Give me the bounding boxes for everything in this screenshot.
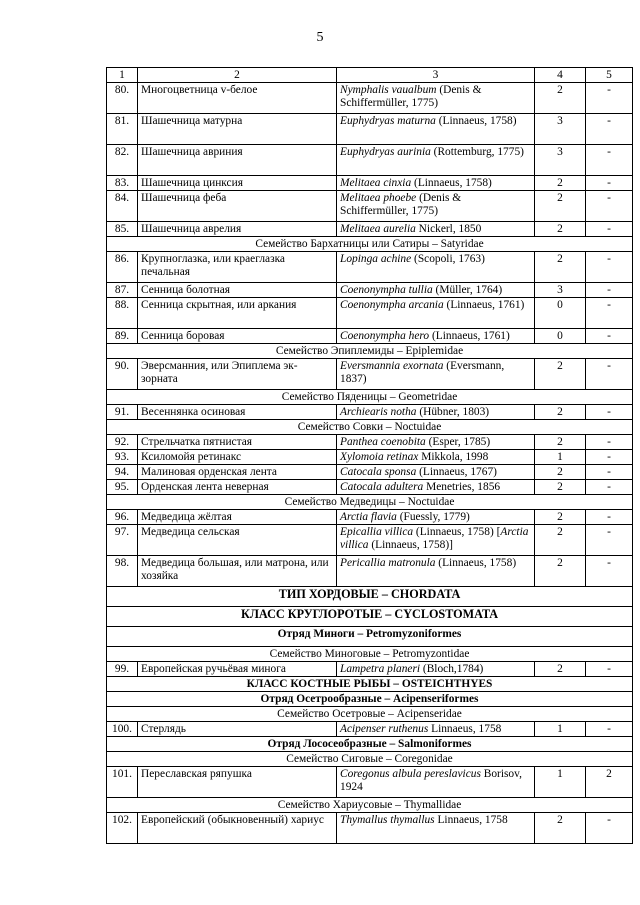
table-row (107, 329, 633, 344)
table-row (107, 480, 633, 495)
row-number: 93. (107, 450, 138, 465)
category-value: 2 (535, 813, 586, 844)
latin-authority: (Esper, 1785) (425, 436, 491, 448)
latin-name (337, 450, 535, 465)
latin-binomial: Nymphalis vaualbum (340, 84, 437, 96)
latin-name (337, 435, 535, 450)
extra-value: - (586, 191, 633, 222)
russian-name: Сенница боровая (138, 329, 337, 344)
latin-binomial: Lopinga achine (340, 253, 412, 265)
table-row (107, 83, 633, 114)
latin-name (337, 329, 535, 344)
latin-binomial: Euphydryas maturna (340, 115, 436, 127)
latin-name (337, 359, 535, 390)
taxon-heading: КЛАСС КОСТНЫЕ РЫБЫ – OSTEICHTHYES (107, 677, 633, 692)
latin-authority: (Linnaeus, 1761) (429, 330, 510, 342)
latin-binomial: Coenonympha arcania (340, 299, 444, 311)
latin-binomial: Coregonus albula pereslavicus (340, 768, 481, 780)
table-row (107, 359, 633, 390)
row-number: 87. (107, 283, 138, 298)
extra-value: 2 (586, 767, 633, 798)
row-number: 95. (107, 480, 138, 495)
extra-value: - (586, 465, 633, 480)
russian-name: Стрельчатка пятнистая (138, 435, 337, 450)
russian-name: Медведица большая, или матрона, или хозяйка (138, 556, 337, 587)
category-value: 2 (535, 176, 586, 191)
row-number: 101. (107, 767, 138, 798)
category-value: 2 (535, 525, 586, 556)
row-number: 96. (107, 510, 138, 525)
extra-value: - (586, 435, 633, 450)
latin-binomial: Catocala adultera (340, 481, 424, 493)
row-number: 81. (107, 114, 138, 145)
latin-authority: (Linnaeus, 1758) [ (413, 526, 501, 538)
latin-authority: (Rottemburg, 1775) (430, 146, 524, 158)
family-heading: Семейство Совки – Noctuidae (107, 420, 633, 435)
taxon-heading: Отряд Миноги – Petromyzoniformes (107, 627, 633, 647)
latin-name (337, 222, 535, 237)
russian-name: Многоцветница v-белое (138, 83, 337, 114)
category-value: 2 (535, 405, 586, 420)
category-value: 3 (535, 283, 586, 298)
latin-name (337, 465, 535, 480)
extra-value: - (586, 329, 633, 344)
latin-name (337, 480, 535, 495)
row-number: 88. (107, 298, 138, 329)
family-heading: Семейство Эпиплемиды – Epiplemidae (107, 344, 633, 359)
family-heading: Семейство Бархатницы или Сатиры – Satyridae (107, 237, 633, 252)
row-number: 99. (107, 662, 138, 677)
table-row (107, 450, 633, 465)
latin-binomial: Panthea coenobita (340, 436, 426, 448)
latin-authority: (Eversmann, 1837) (340, 360, 505, 385)
latin-binomial: Xylomoia retinax (340, 451, 419, 463)
latin-authority: (Denis & Schiffermüller, 1775) (340, 84, 482, 109)
table-header-row (107, 68, 633, 83)
latin-name (337, 114, 535, 145)
russian-name: Эверсманния, или Эпиплема эк-зорната (138, 359, 337, 390)
category-value: 2 (535, 480, 586, 495)
russian-name: Медведица сельская (138, 525, 337, 556)
extra-value: - (586, 359, 633, 390)
latin-binomial: Acipenser ruthenus (340, 723, 429, 735)
page-number: 5 (316, 30, 324, 45)
family-heading: Семейство Пяденицы – Geometridae (107, 390, 633, 405)
row-number: 90. (107, 359, 138, 390)
latin-name (337, 252, 535, 283)
russian-name: Шашечница феба (138, 191, 337, 222)
russian-name: Европейская ручьёвая минога (138, 662, 337, 677)
russian-name: Сенница скрытная, или аркания (138, 298, 337, 329)
row-number: 100. (107, 722, 138, 737)
russian-name: Орденская лента неверная (138, 480, 337, 495)
extra-value: - (586, 510, 633, 525)
family-heading: Семейство Миноговые – Petromyzontidae (107, 647, 633, 662)
latin-authority: (Linnaeus, 1761) (443, 299, 525, 311)
category-value: 2 (535, 510, 586, 525)
latin-authority: (Linnaeus, 1767) (416, 466, 497, 478)
latin-name (337, 145, 535, 176)
row-number: 89. (107, 329, 138, 344)
taxon-heading-row (107, 587, 633, 607)
latin-binomial: Lampetra planeri (340, 663, 421, 675)
extra-value: - (586, 114, 633, 145)
latin-name (337, 176, 535, 191)
latin-authority: Mikkola, 1998 (418, 451, 489, 463)
table-row (107, 767, 633, 798)
extra-value: - (586, 556, 633, 587)
category-value: 2 (535, 252, 586, 283)
extra-value: - (586, 222, 633, 237)
russian-name: Сенница болотная (138, 283, 337, 298)
latin-name (337, 525, 535, 556)
category-value: 1 (535, 450, 586, 465)
family-heading: Семейство Сиговые – Coregonidae (107, 752, 633, 767)
header-cell-extra: 5 (586, 68, 633, 83)
russian-name: Шашечница аврелия (138, 222, 337, 237)
latin-authority: (Scopoli, 1763) (411, 253, 485, 265)
extra-value: - (586, 83, 633, 114)
row-number: 86. (107, 252, 138, 283)
russian-name: Весеннянка осиновая (138, 405, 337, 420)
latin-binomial: Coenonympha tullia (340, 284, 433, 296)
russian-name: Европейский (обыкновенный) хариус (138, 813, 337, 844)
row-number: 84. (107, 191, 138, 222)
latin-name (337, 813, 535, 844)
table-row (107, 510, 633, 525)
taxon-heading-row (107, 677, 633, 692)
latin-authority: (Linnaeus, 1758) (411, 177, 492, 189)
taxon-heading-row (107, 737, 633, 752)
latin-authority: (Linnaeus, 1758) (435, 557, 517, 569)
species-table (106, 67, 633, 844)
row-number: 98. (107, 556, 138, 587)
category-value: 0 (535, 298, 586, 329)
taxon-heading: КЛАСС КРУГЛОРОТЫЕ – CYCLOSTOMATA (107, 607, 633, 627)
row-number: 91. (107, 405, 138, 420)
header-cell-latin: 3 (337, 68, 535, 83)
latin-binomial: Epicallia villica (340, 526, 414, 538)
table-row (107, 435, 633, 450)
table-row (107, 191, 633, 222)
taxon-heading-row (107, 627, 633, 647)
russian-name: Переславская ряпушка (138, 767, 337, 798)
category-value: 2 (535, 662, 586, 677)
latin-name (337, 191, 535, 222)
latin-name (337, 722, 535, 737)
category-value: 0 (535, 329, 586, 344)
latin-authority: Menetries, 1856 (423, 481, 501, 493)
latin-binomial: Thymallus thymallus (340, 814, 435, 826)
taxon-heading: Отряд Лососеобразные – Salmoniformes (107, 737, 633, 752)
latin-binomial: Melitaea cinxia (340, 177, 412, 189)
latin-name (337, 662, 535, 677)
table-row (107, 405, 633, 420)
extra-value: - (586, 722, 633, 737)
russian-name: Шашечница авриния (138, 145, 337, 176)
latin-authority: (Bloch,1784) (420, 663, 484, 675)
extra-value: - (586, 145, 633, 176)
latin-authority: Linnaeus, 1758 (434, 814, 508, 826)
family-row (107, 752, 633, 767)
table-row (107, 298, 633, 329)
latin-name (337, 283, 535, 298)
family-row (107, 707, 633, 722)
latin-authority: (Müller, 1764) (432, 284, 503, 296)
category-value: 2 (535, 222, 586, 237)
russian-name: Шашечница цинксия (138, 176, 337, 191)
header-cell-category: 4 (535, 68, 586, 83)
latin-name (337, 767, 535, 798)
latin-binomial: Melitaea phoebe (340, 192, 417, 204)
row-number: 80. (107, 83, 138, 114)
category-value: 2 (535, 556, 586, 587)
extra-value: - (586, 252, 633, 283)
extra-value: - (586, 450, 633, 465)
category-value: 2 (535, 359, 586, 390)
category-value: 2 (535, 435, 586, 450)
table-row (107, 145, 633, 176)
latin-binomial: Euphydryas aurinia (340, 146, 431, 158)
extra-value: - (586, 813, 633, 844)
russian-name: Шашечница матурна (138, 114, 337, 145)
table-row (107, 252, 633, 283)
row-number: 94. (107, 465, 138, 480)
row-number: 92. (107, 435, 138, 450)
taxon-heading-row (107, 607, 633, 627)
russian-name: Крупноглазка, или краеглазка печальная (138, 252, 337, 283)
russian-name: Малиновая орденская лента (138, 465, 337, 480)
latin-name (337, 298, 535, 329)
latin-name (337, 405, 535, 420)
latin-binomial: Catocala sponsa (340, 466, 417, 478)
table-row (107, 556, 633, 587)
family-row (107, 495, 633, 510)
latin-authority: Nickerl, 1850 (415, 223, 482, 235)
taxon-heading: ТИП ХОРДОВЫЕ – CHORDATA (107, 587, 633, 607)
latin-authority: Linnaeus, 1758 (428, 723, 502, 735)
family-row (107, 420, 633, 435)
latin-binomial: Arctia flavia (340, 511, 397, 523)
row-number: 97. (107, 525, 138, 556)
latin-authority: (Fuessly, 1779) (396, 511, 470, 523)
extra-value: - (586, 480, 633, 495)
table-row (107, 813, 633, 844)
table-row (107, 176, 633, 191)
category-value: 3 (535, 114, 586, 145)
table-row (107, 662, 633, 677)
extra-value: - (586, 176, 633, 191)
taxon-heading-row (107, 692, 633, 707)
family-row (107, 647, 633, 662)
latin-authority: (Denis & Schiffermüller, 1775) (340, 192, 462, 217)
category-value: 1 (535, 722, 586, 737)
extra-value: - (586, 662, 633, 677)
latin-binomial: Eversmannia exornata (340, 360, 444, 372)
extra-value: - (586, 298, 633, 329)
row-number: 82. (107, 145, 138, 176)
family-row (107, 390, 633, 405)
latin-name (337, 510, 535, 525)
category-value: 2 (535, 465, 586, 480)
table-row (107, 222, 633, 237)
category-value: 3 (535, 145, 586, 176)
family-row (107, 237, 633, 252)
category-value: 2 (535, 83, 586, 114)
latin-synonym: Arctia villica (340, 526, 529, 551)
extra-value: - (586, 405, 633, 420)
latin-authority: (Hübner, 1803) (416, 406, 490, 418)
row-number: 102. (107, 813, 138, 844)
latin-name (337, 83, 535, 114)
family-heading: Семейство Медведицы – Noctuidae (107, 495, 633, 510)
latin-authority: (Linnaeus, 1758) (435, 115, 517, 127)
latin-binomial: Coenonympha hero (340, 330, 430, 342)
row-number: 85. (107, 222, 138, 237)
latin-binomial: Pericallia matronula (340, 557, 436, 569)
table-row (107, 465, 633, 480)
latin-name (337, 556, 535, 587)
category-value: 2 (535, 191, 586, 222)
latin-authority: Borisov, 1924 (340, 768, 522, 793)
row-number: 83. (107, 176, 138, 191)
latin-binomial: Melitaea aurelia (340, 223, 416, 235)
russian-name: Ксиломойя ретинакс (138, 450, 337, 465)
table-row (107, 525, 633, 556)
latin-synonym-authority: (Linnaeus, 1758)] (368, 539, 453, 551)
table-row (107, 283, 633, 298)
extra-value: - (586, 283, 633, 298)
table-row (107, 722, 633, 737)
russian-name: Стерлядь (138, 722, 337, 737)
family-heading: Семейство Осетровые – Acipenseridae (107, 707, 633, 722)
header-cell-num: 1 (107, 68, 138, 83)
extra-value: - (586, 525, 633, 556)
family-row (107, 344, 633, 359)
species-table-body (107, 68, 633, 844)
header-cell-name: 2 (138, 68, 337, 83)
taxon-heading: Отряд Осетрообразные – Acipenseriformes (107, 692, 633, 707)
family-row (107, 798, 633, 813)
category-value: 1 (535, 767, 586, 798)
russian-name: Медведица жёлтая (138, 510, 337, 525)
table-row (107, 114, 633, 145)
family-heading: Семейство Хариусовые – Thymallidae (107, 798, 633, 813)
latin-binomial: Archiearis notha (340, 406, 417, 418)
